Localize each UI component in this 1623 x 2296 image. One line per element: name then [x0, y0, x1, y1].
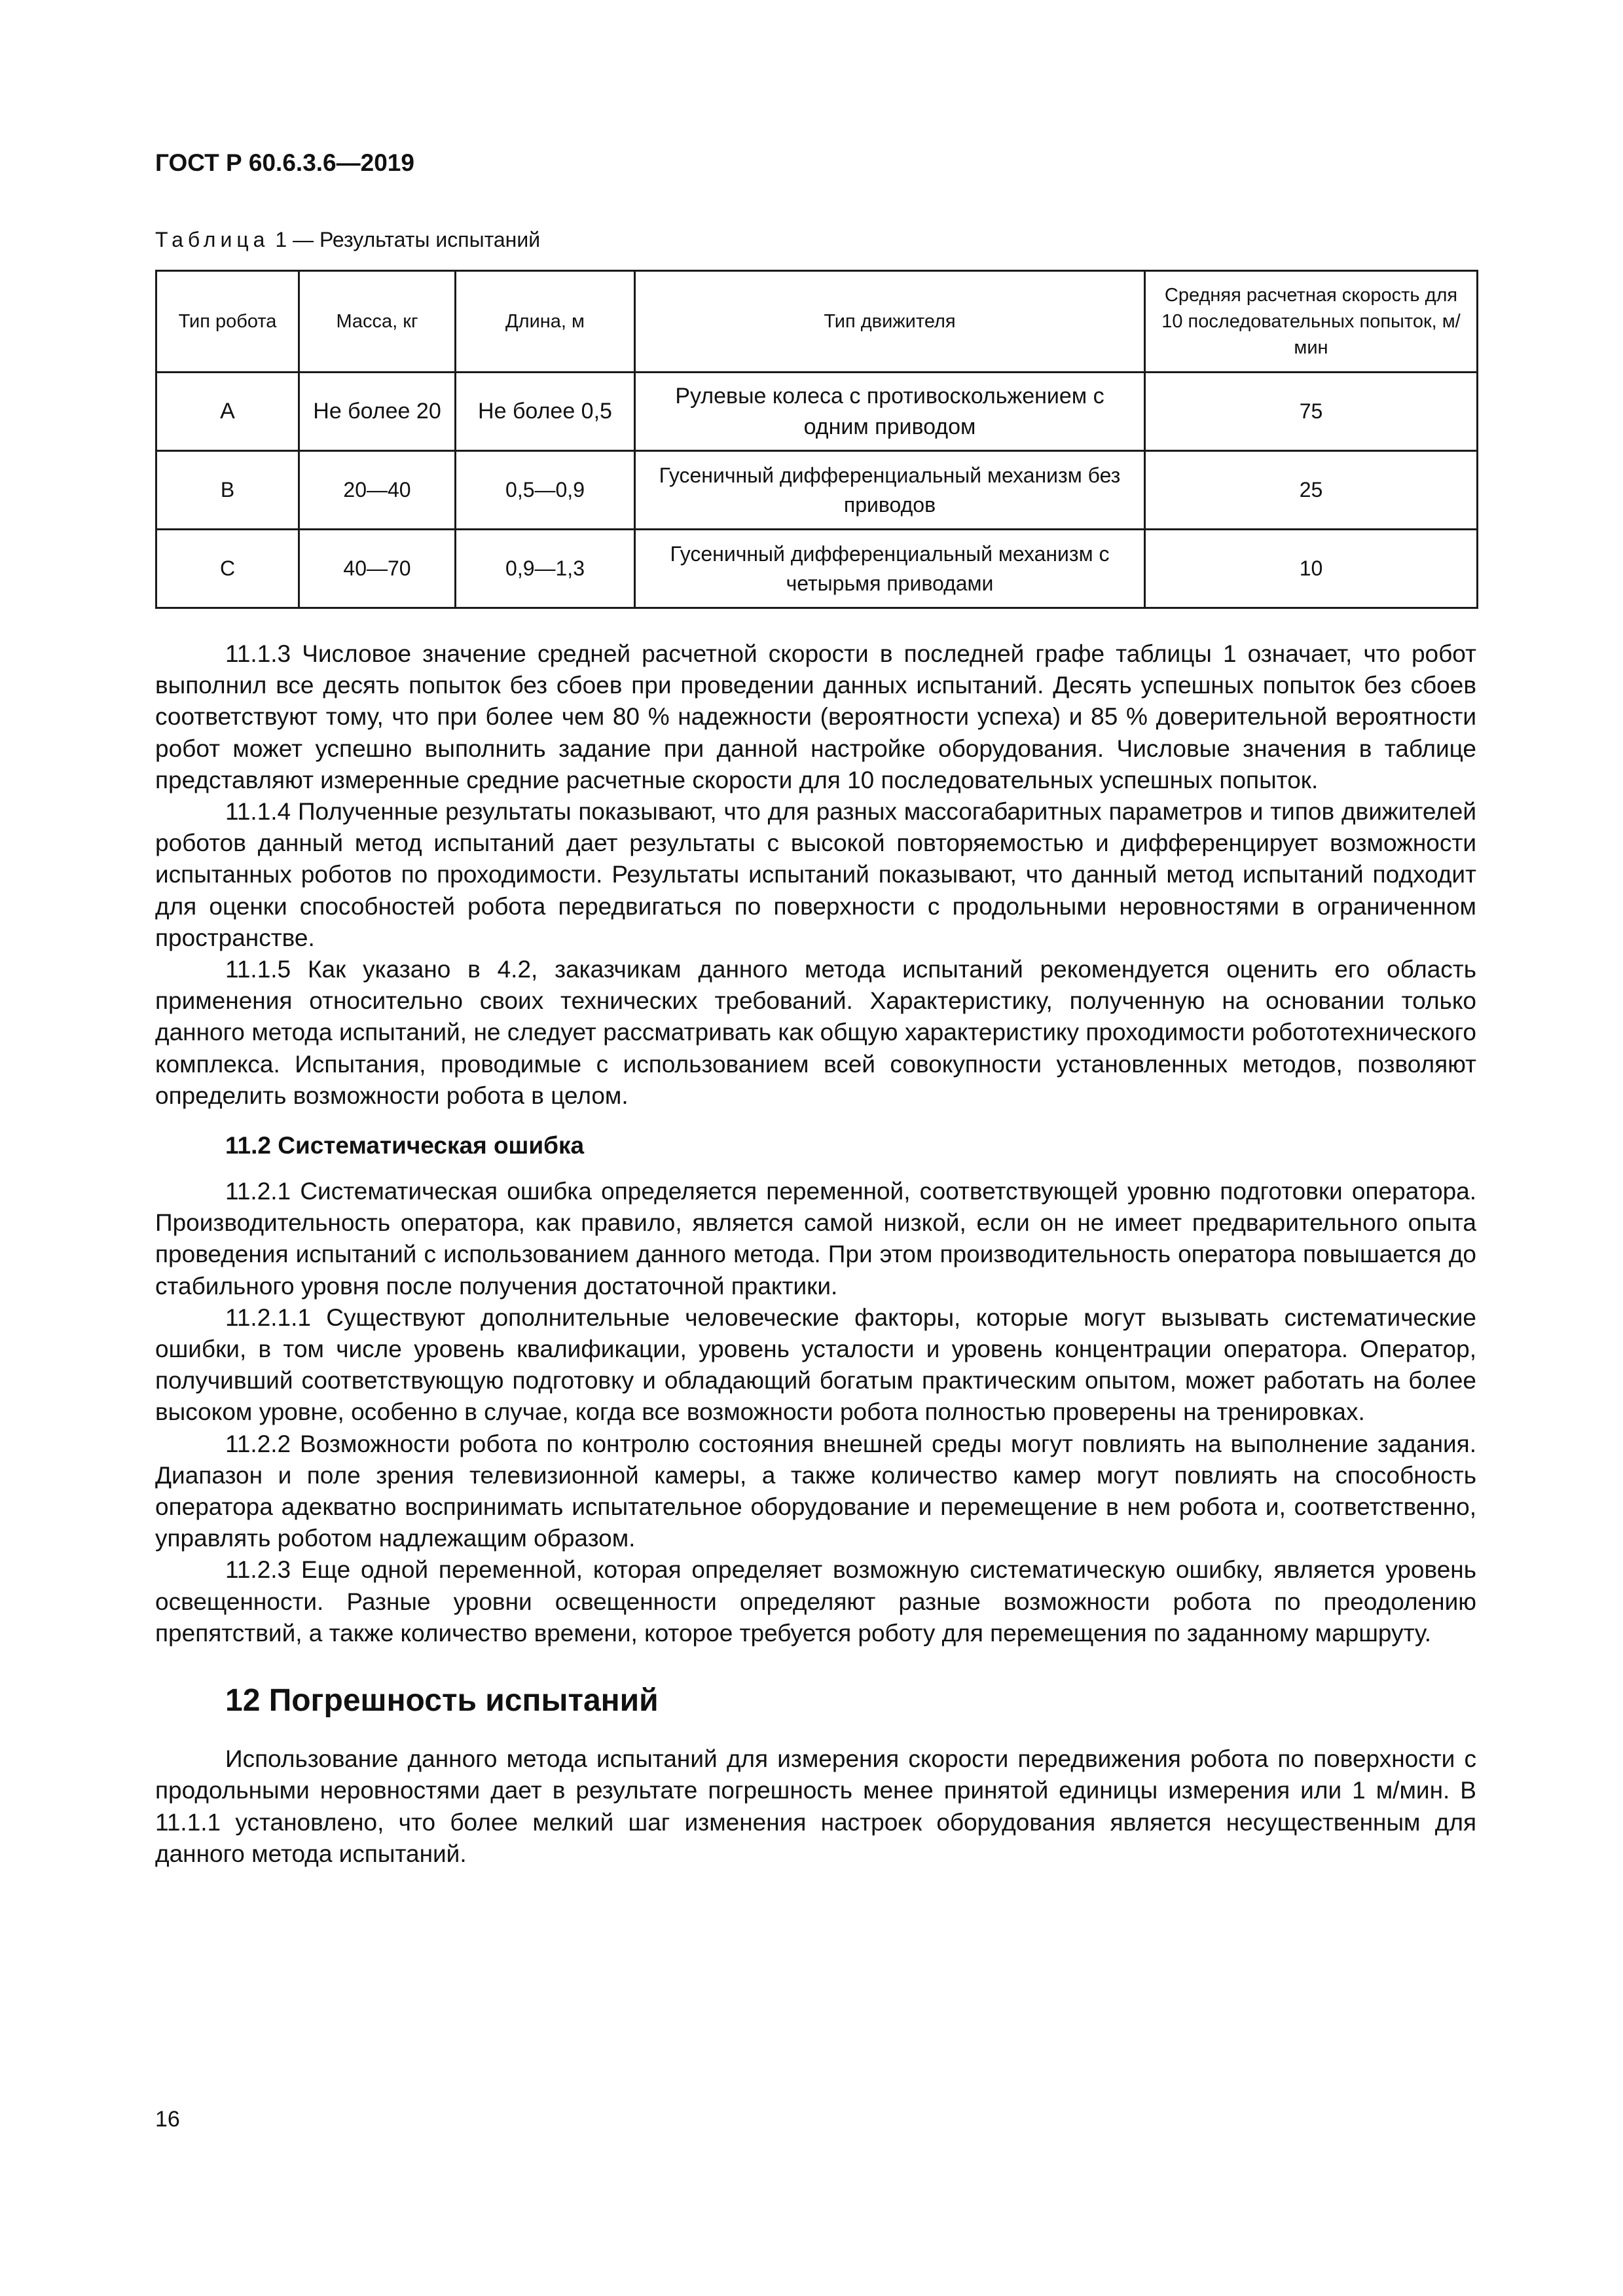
heading-12: 12 Погрешность испытаний: [225, 1683, 659, 1719]
paragraph-11-1-5: 11.1.5 Как указано в 4.2, заказчикам данного метода испытаний рекомендуется оценить его область применения относительно своих технических требований. Характеристику, полученную на основании только данного метода испытаний, не следует рассматривать как общую характеристику проходимости робототехнического комплекса. Испытания, проводимые с использованием всей совокупности установленных методов, позволяют определить возможности робота в целом.: [155, 956, 1476, 1109]
cell-mass: Не более 20: [299, 373, 456, 451]
cell-length: 0,9—1,3: [456, 530, 635, 608]
table-row: [156, 373, 1478, 451]
paragraph-12: Использование данного метода испытаний для измерения скорости передвижения робота по поверхности с продольными неровностями дает в результате погрешность менее принятой единицы измерения или 1 м/мин. В 11.1.1 установлено, что более мелкий шаг изменения настроек оборудования является несущественным для данного метода испытаний.: [155, 1745, 1476, 1867]
cell-mass: 20—40: [299, 451, 456, 530]
header-robot-type: Тип робота: [156, 271, 299, 373]
body-text: [155, 638, 1476, 1870]
cell-length: 0,5—0,9: [456, 451, 635, 530]
cell-propulsion-type: Гусеничный дифференциальный механизм с четырьмя приводами: [635, 530, 1145, 608]
table-row: [156, 530, 1478, 608]
results-table: [155, 270, 1478, 609]
page-number: 16: [155, 2107, 180, 2132]
cell-robot-type: C: [156, 530, 299, 608]
paragraph-11-2-3: 11.2.3 Еще одной переменной, которая определяет возможную систематическую ошибку, является уровень освещенности. Разные уровни освещенности определяют разные возможности робота по преодолению препятствий, а также количество времени, которое требуется роботу для перемещения по заданному маршруту.: [155, 1556, 1476, 1647]
cell-robot-type: A: [156, 373, 299, 451]
header-average-speed: Средняя расчетная скорость для 10 последовательных попыток, м/мин: [1145, 271, 1478, 373]
cell-robot-type: B: [156, 451, 299, 530]
cell-average-speed: 10: [1145, 530, 1478, 608]
cell-average-speed: 25: [1145, 451, 1478, 530]
cell-average-speed: 75: [1145, 373, 1478, 451]
paragraph-11-2-1: 11.2.1 Систематическая ошибка определяется переменной, соответствующей уровню подготовки оператора. Производительность оператора, как правило, является самой низкой, если он не имеет предварительного опыта проведения испытаний с использованием данного метода. При этом производительность оператора повышается до стабильного уровня после получения достаточной практики.: [155, 1178, 1476, 1300]
table-caption: [155, 228, 540, 252]
heading-11-2: 11.2 Систематическая ошибка: [225, 1132, 585, 1159]
table-header-row: [156, 271, 1478, 373]
cell-propulsion-type: Гусеничный дифференциальный механизм без приводов: [635, 451, 1145, 530]
cell-length: Не более 0,5: [456, 373, 635, 451]
document-header: ГОСТ Р 60.6.3.6—2019: [155, 149, 414, 176]
header-mass: Масса, кг: [299, 271, 456, 373]
cell-propulsion-type: Рулевые колеса с противоскольжением с одним приводом: [635, 373, 1145, 451]
paragraph-11-1-3: 11.1.3 Числовое значение средней расчетной скорости в последней графе таблицы 1 означает, что робот выполнил все десять попыток без сбоев при проведении данных испытаний. Десять успешных попыток без сбоев соответствуют тому, что при более чем 80 % надежности (вероятности успеха) и 85 % доверительной вероятности робот может успешно выполнить задание при данной настройке оборудования. Числовые значения в таблице представляют измеренные средние расчетные скорости для 10 последовательных успешных попыток.: [155, 640, 1476, 793]
cell-mass: 40—70: [299, 530, 456, 608]
paragraph-11-2-2: 11.2.2 Возможности робота по контролю состояния внешней среды могут повлиять на выполнение задания. Диапазон и поле зрения телевизионной камеры, а также количество камер могут повлиять на способность оператора адекватно воспринимать испытательное оборудование и перемещение в нем робота и, соответственно, управлять роботом надлежащим образом.: [155, 1430, 1476, 1552]
header-propulsion-type: Тип движителя: [635, 271, 1145, 373]
paragraph-11-2-1-1: 11.2.1.1 Существуют дополнительные человеческие факторы, которые могут вызывать систематические ошибки, в том числе уровень квалификации, уровень усталости и уровень концентрации оператора. Оператор, получивший соответствующую подготовку и обладающий богатым практическим опытом, может работать на более высоком уровне, особенно в случае, когда все возможности робота полностью проверены на тренировках.: [155, 1303, 1476, 1426]
header-length: Длина, м: [456, 271, 635, 373]
table-row: [156, 451, 1478, 530]
table-caption-title: 1 — Результаты испытаний: [275, 228, 541, 251]
paragraph-11-1-4: 11.1.4 Полученные результаты показывают, что для разных массогабаритных параметров и типов движителей роботов данный метод испытаний дает результаты с высокой повторяемостью и дифференцирует возможности испытанных роботов по проходимости. Результаты испытаний показывают, что данный метод испытаний подходит для оценки способностей робота передвигаться по поверхности с продольными неровностями в ограниченном пространстве.: [155, 798, 1476, 951]
table-caption-word: Таблица: [155, 228, 270, 251]
